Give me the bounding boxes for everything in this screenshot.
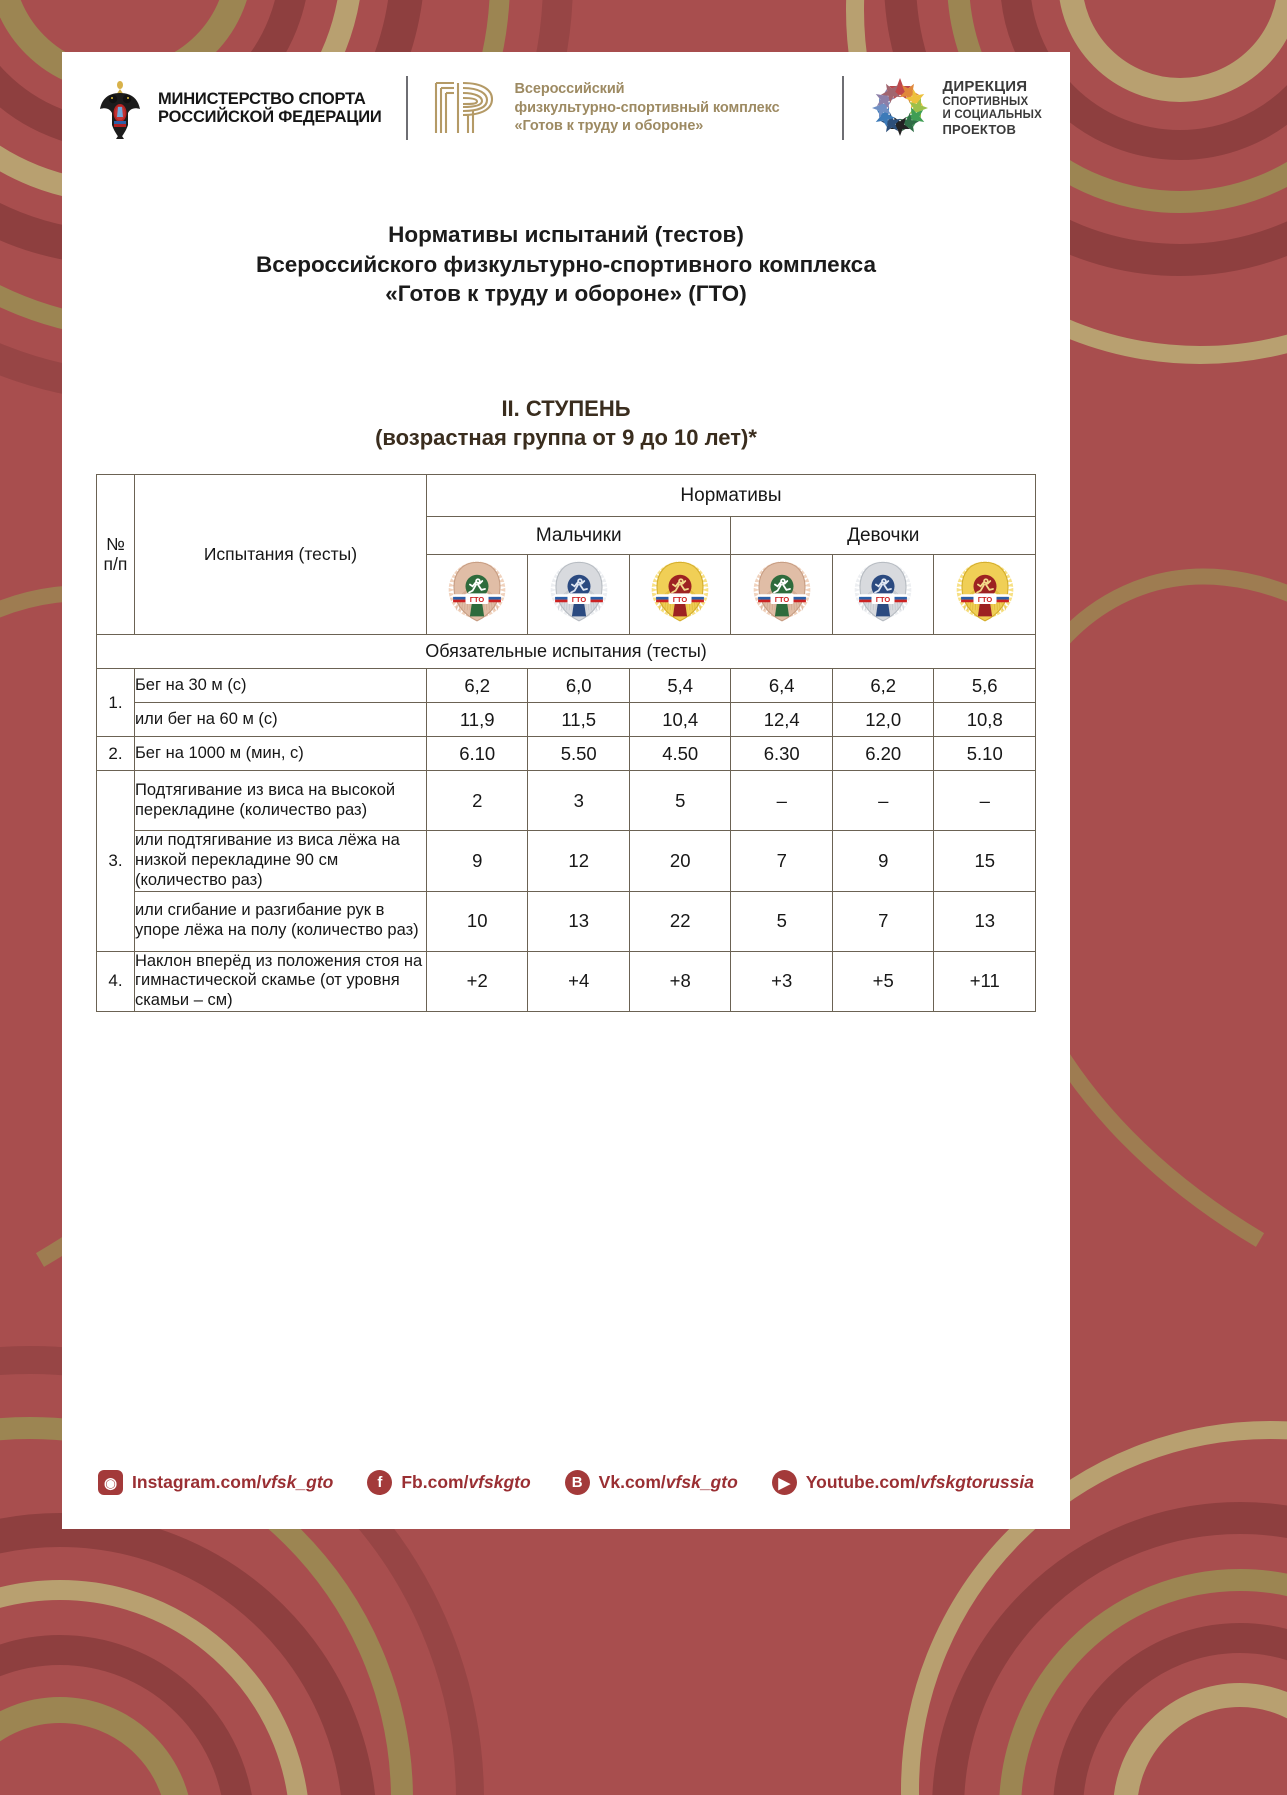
col-header-girls: Девочки bbox=[731, 517, 1036, 555]
table-row bbox=[96, 951, 1035, 1011]
value-cell: 6,2 bbox=[832, 669, 934, 703]
value-cell: 6.30 bbox=[731, 737, 833, 771]
page-title-line-2: Всероссийского физкультурно-спортивного комплекса bbox=[256, 251, 876, 277]
gto-line-3: «Готов к труду и обороне» bbox=[514, 118, 704, 135]
badge-header-cell-3 bbox=[629, 555, 731, 635]
stage-heading-line-2: (возрастная группа от 9 до 10 лет)* bbox=[375, 424, 757, 450]
directorate-title bbox=[942, 78, 1042, 137]
value-cell: +2 bbox=[426, 951, 528, 1011]
value-cell: 11,9 bbox=[426, 703, 528, 737]
vk-icon: B bbox=[565, 1470, 590, 1495]
badge-header-cell-5 bbox=[832, 555, 934, 635]
value-cell: 10,8 bbox=[934, 703, 1036, 737]
value-cell: 13 bbox=[934, 891, 1036, 951]
col-header-boys: Мальчики bbox=[426, 517, 731, 555]
value-cell: – bbox=[832, 771, 934, 831]
stage-heading-line-1: II. СТУПЕНЬ bbox=[501, 396, 631, 422]
value-cell: 6.10 bbox=[426, 737, 528, 771]
value-cell: 10,4 bbox=[629, 703, 731, 737]
table-row bbox=[96, 771, 1035, 831]
directorate-line-2: СПОРТИВНЫХ bbox=[942, 95, 1029, 108]
col-header-tests: Испытания (тесты) bbox=[134, 475, 426, 635]
table-head bbox=[96, 475, 1035, 635]
svg-text:ГТО: ГТО bbox=[774, 594, 789, 604]
stage-heading bbox=[62, 395, 1070, 452]
silver-badge bbox=[852, 557, 914, 628]
ministry-title bbox=[158, 90, 382, 127]
value-cell: 5,6 bbox=[934, 669, 1036, 703]
value-cell: 7 bbox=[731, 831, 833, 891]
social-link-label: Youtube.com/vfskgtorussia bbox=[805, 1472, 1034, 1492]
value-cell: 22 bbox=[629, 891, 731, 951]
ministry-logo-block bbox=[96, 73, 382, 143]
test-name: или подтягивание из виса лёжа на низкой перекладине 90 см (количество раз) bbox=[134, 831, 426, 891]
test-name: Бег на 1000 м (мин, с) bbox=[134, 737, 426, 771]
gto-title bbox=[515, 80, 780, 136]
page-header bbox=[62, 52, 1070, 164]
value-cell: 5,4 bbox=[629, 669, 731, 703]
value-cell: 5.10 bbox=[934, 737, 1036, 771]
social-link-instagram[interactable] bbox=[98, 1470, 333, 1495]
value-cell: 6,2 bbox=[426, 669, 528, 703]
russian-eagle-emblem-icon bbox=[96, 73, 144, 143]
table-row bbox=[96, 737, 1035, 771]
value-cell: +5 bbox=[832, 951, 934, 1011]
page-title-line-3: «Готов к труду и обороне» (ГТО) bbox=[385, 281, 747, 307]
standards-table bbox=[96, 474, 1036, 1012]
value-cell: 15 bbox=[934, 831, 1036, 891]
facebook-icon: f bbox=[367, 1470, 392, 1495]
value-cell: 4.50 bbox=[629, 737, 731, 771]
table-row bbox=[96, 891, 1035, 951]
svg-text:ГТО: ГТО bbox=[469, 594, 485, 604]
ministry-line-1: МИНИСТЕРСТВО СПОРТА bbox=[158, 89, 366, 108]
table-head-row-1 bbox=[96, 475, 1035, 517]
section-band-label: Обязательные испытания (тесты) bbox=[96, 635, 1035, 669]
page-title bbox=[62, 220, 1070, 309]
col-header-number-line2: п/п bbox=[103, 553, 128, 574]
value-cell: 3 bbox=[528, 771, 630, 831]
header-divider-2 bbox=[842, 76, 844, 140]
table-row bbox=[96, 703, 1035, 737]
badge-header-cell-6 bbox=[934, 555, 1036, 635]
row-number: 2. bbox=[96, 737, 134, 771]
ministry-line-2: РОССИЙСКОЙ ФЕДЕРАЦИИ bbox=[158, 108, 382, 126]
gto-line-1: Всероссийский bbox=[514, 81, 625, 98]
value-cell: 7 bbox=[832, 891, 934, 951]
gto-logo-icon bbox=[432, 77, 504, 139]
test-name: Подтягивание из виса на высокой перекладине (количество раз) bbox=[134, 771, 426, 831]
section-band-row bbox=[96, 635, 1035, 669]
value-cell: 5 bbox=[731, 891, 833, 951]
bronze-badge bbox=[751, 557, 813, 628]
value-cell: 20 bbox=[629, 831, 731, 891]
social-link-label: Fb.com/vfskgto bbox=[401, 1472, 531, 1492]
value-cell: – bbox=[731, 771, 833, 831]
page-sheet bbox=[62, 52, 1070, 1529]
test-name: Бег на 30 м (с) bbox=[134, 669, 426, 703]
social-link-facebook[interactable] bbox=[367, 1470, 530, 1495]
value-cell: 12,0 bbox=[832, 703, 934, 737]
directorate-stars-icon bbox=[868, 76, 932, 140]
gold-badge bbox=[649, 557, 711, 628]
table-row bbox=[96, 669, 1035, 703]
header-divider-1 bbox=[406, 76, 408, 140]
value-cell: +11 bbox=[934, 951, 1036, 1011]
table-row bbox=[96, 831, 1035, 891]
value-cell: 5 bbox=[629, 771, 731, 831]
badge-header-cell-4 bbox=[731, 555, 833, 635]
directorate-line-1: ДИРЕКЦИЯ bbox=[942, 78, 1028, 96]
value-cell: 12,4 bbox=[731, 703, 833, 737]
svg-text:ГТО: ГТО bbox=[875, 594, 891, 604]
col-header-number-line1: № bbox=[106, 534, 125, 555]
value-cell: 6.20 bbox=[832, 737, 934, 771]
value-cell: +8 bbox=[629, 951, 731, 1011]
silver-badge bbox=[548, 557, 610, 628]
footer-social-links bbox=[62, 1470, 1070, 1495]
row-number: 1. bbox=[96, 669, 134, 737]
gold-badge bbox=[954, 557, 1016, 628]
value-cell: – bbox=[934, 771, 1036, 831]
social-link-label: Instagram.com/vfsk_gto bbox=[132, 1472, 334, 1492]
bronze-badge bbox=[446, 557, 508, 628]
value-cell: 11,5 bbox=[528, 703, 630, 737]
test-name: или сгибание и разгибание рук в упоре лёжа на полу (количество раз) bbox=[134, 891, 426, 951]
directorate-line-4: ПРОЕКТОВ bbox=[942, 122, 1017, 138]
value-cell: 5.50 bbox=[528, 737, 630, 771]
svg-text:ГТО: ГТО bbox=[672, 594, 688, 604]
social-link-vk[interactable] bbox=[565, 1470, 738, 1495]
value-cell: 6,4 bbox=[731, 669, 833, 703]
instagram-icon: ◉ bbox=[98, 1470, 123, 1495]
value-cell: 9 bbox=[426, 831, 528, 891]
value-cell: 12 bbox=[528, 831, 630, 891]
value-cell: +3 bbox=[731, 951, 833, 1011]
page-title-line-1: Нормативы испытаний (тестов) bbox=[388, 222, 744, 247]
svg-text:ГТО: ГТО bbox=[571, 594, 586, 604]
value-cell: 13 bbox=[528, 891, 630, 951]
directorate-line-3: И СОЦИАЛЬНЫХ bbox=[942, 109, 1042, 122]
svg-text:ГТО: ГТО bbox=[977, 594, 992, 604]
youtube-icon: ▶ bbox=[772, 1470, 797, 1495]
col-header-norms: Нормативы bbox=[426, 475, 1035, 517]
gto-line-2: физкультурно-спортивный комплекс bbox=[514, 99, 780, 116]
value-cell: +4 bbox=[528, 951, 630, 1011]
col-header-number bbox=[96, 475, 134, 635]
badge-header-cell-1 bbox=[426, 555, 528, 635]
test-name: или бег на 60 м (с) bbox=[134, 703, 426, 737]
social-link-label: Vk.com/vfsk_gto bbox=[598, 1472, 738, 1492]
directorate-logo-block bbox=[868, 76, 1042, 140]
value-cell: 10 bbox=[426, 891, 528, 951]
value-cell: 6,0 bbox=[528, 669, 630, 703]
row-number: 3. bbox=[96, 771, 134, 951]
test-name: Наклон вперёд из положения стоя на гимнастической скамье (от уровня скамьи – см) bbox=[134, 951, 426, 1011]
value-cell: 2 bbox=[426, 771, 528, 831]
value-cell: 9 bbox=[832, 831, 934, 891]
table-body bbox=[96, 635, 1035, 1012]
gto-logo-block bbox=[432, 77, 780, 139]
badge-header-cell-2 bbox=[528, 555, 630, 635]
social-link-youtube[interactable] bbox=[772, 1470, 1034, 1495]
row-number: 4. bbox=[96, 951, 134, 1011]
